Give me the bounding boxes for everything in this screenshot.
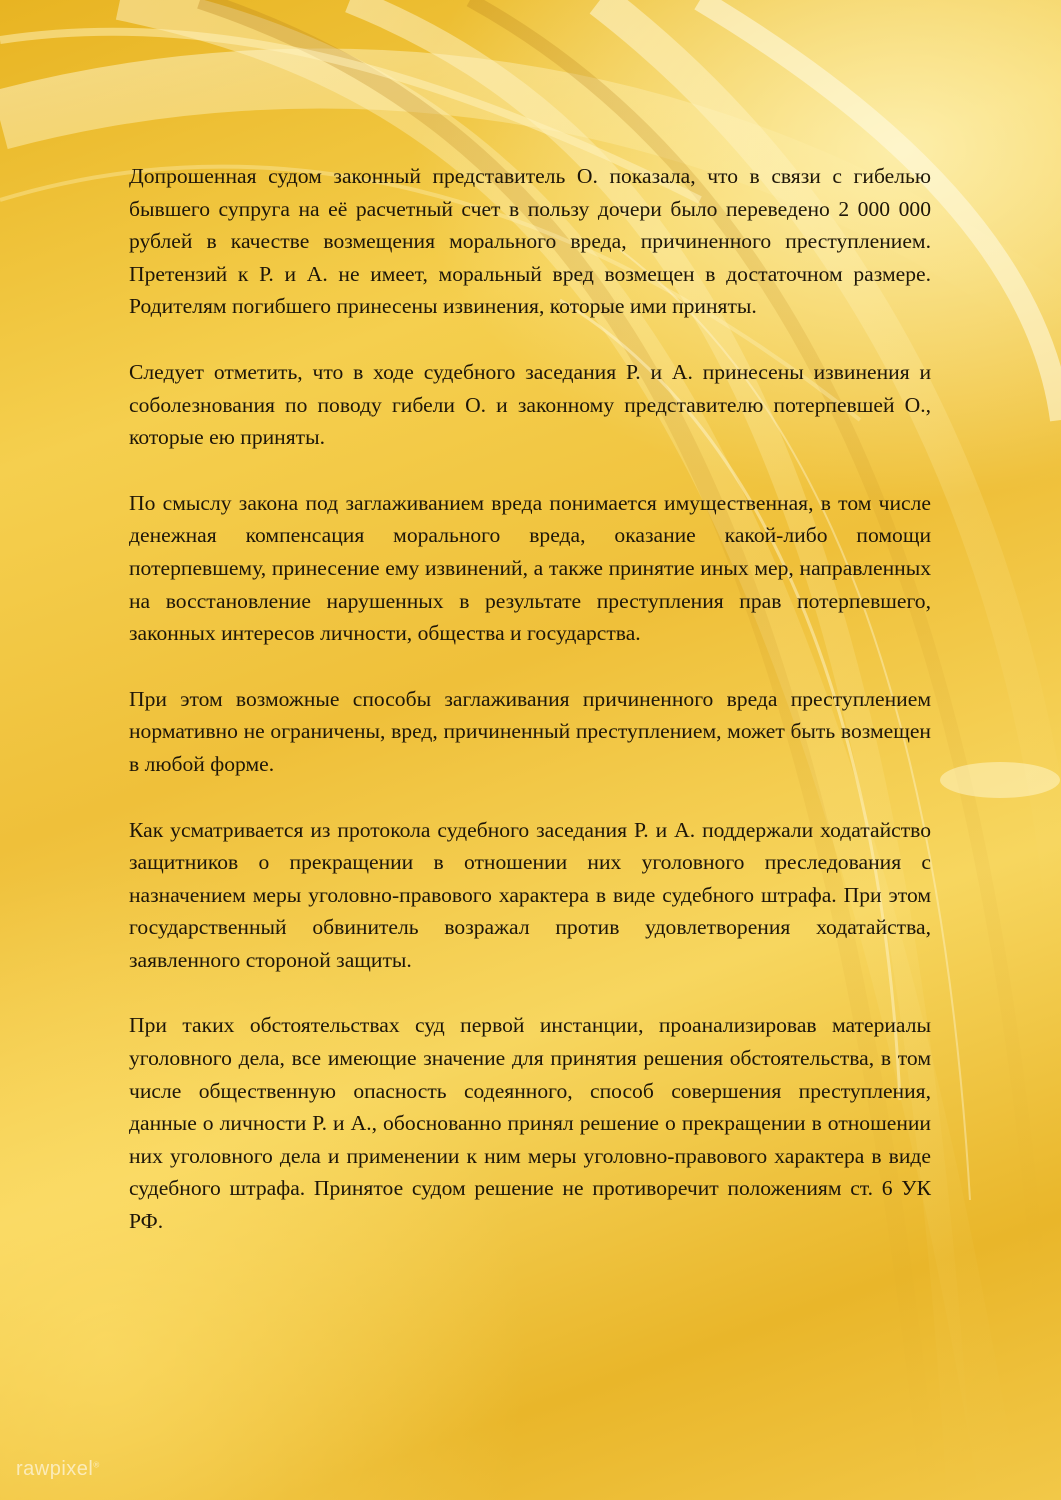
rawpixel-watermark xyxy=(16,1458,100,1481)
paragraph-law-meaning: По смыслу закона под заглаживанием вреда понимается имущественная, в том числе денежная компенсация морального вреда, оказание какой-либо помощи потерпевшему, принесение ему извинений, а также принятие иных мер, направленных на восстановление нарушенных в результате преступления прав потерпевшего, законных интересов личности, общества и государства. xyxy=(129,490,931,646)
paragraph-testimony: Допрошенная судом законный представитель О. показала, что в связи с гибелью бывшего супруга на её расчетный счет в пользу дочери было переведено 2 000 000 рублей в качестве возмещения морального вреда, причиненного преступлением. Претензий к Р. и А. не имеет, моральный вред возмещен в достаточном размере. Родителям погибшего принесены извинения, которые ими приняты. xyxy=(129,164,931,319)
document-body xyxy=(129,160,931,1271)
paragraph-conclusion: При таких обстоятельствах суд первой инстанции, проанализировав материалы уголовного дела, все имеющие значение для принятия решения обстоятельства, в том числе общественную опасность содеянного, способ совершения преступления, данные о личности Р. и А., обоснованно принял решение о прекращении в отношении них уголовного дела и применении к ним меры уголовно-правового характера в виде судебного штрафа. Принятое судом решение не противоречит положениям ст. 6 УК РФ. xyxy=(129,1013,931,1234)
watermark-text: rawpixel xyxy=(16,1458,94,1480)
paragraph-court-protocol: Как усматривается из протокола судебного заседания Р. и А. поддержали ходатайство защитников о прекращении в отношении них уголовного преследования с назначением меры уголовно-правового характера в виде судебного штрафа. При этом государственный обвинитель возражал против удовлетворения ходатайства, заявленного стороной защиты. xyxy=(129,817,931,972)
paragraph-compensation-methods: При этом возможные способы заглаживания причиненного вреда преступлением нормативно не ограничены, вред, причиненный преступлением, может быть возмещен в любой форме. xyxy=(129,686,931,776)
paragraph-apologies: Следует отметить, что в ходе судебного заседания Р. и А. принесены извинения и соболезнования по поводу гибели О. и законному представителю потерпевшей О., которые ею приняты. xyxy=(129,359,931,450)
registered-mark-icon: ® xyxy=(93,1460,100,1470)
